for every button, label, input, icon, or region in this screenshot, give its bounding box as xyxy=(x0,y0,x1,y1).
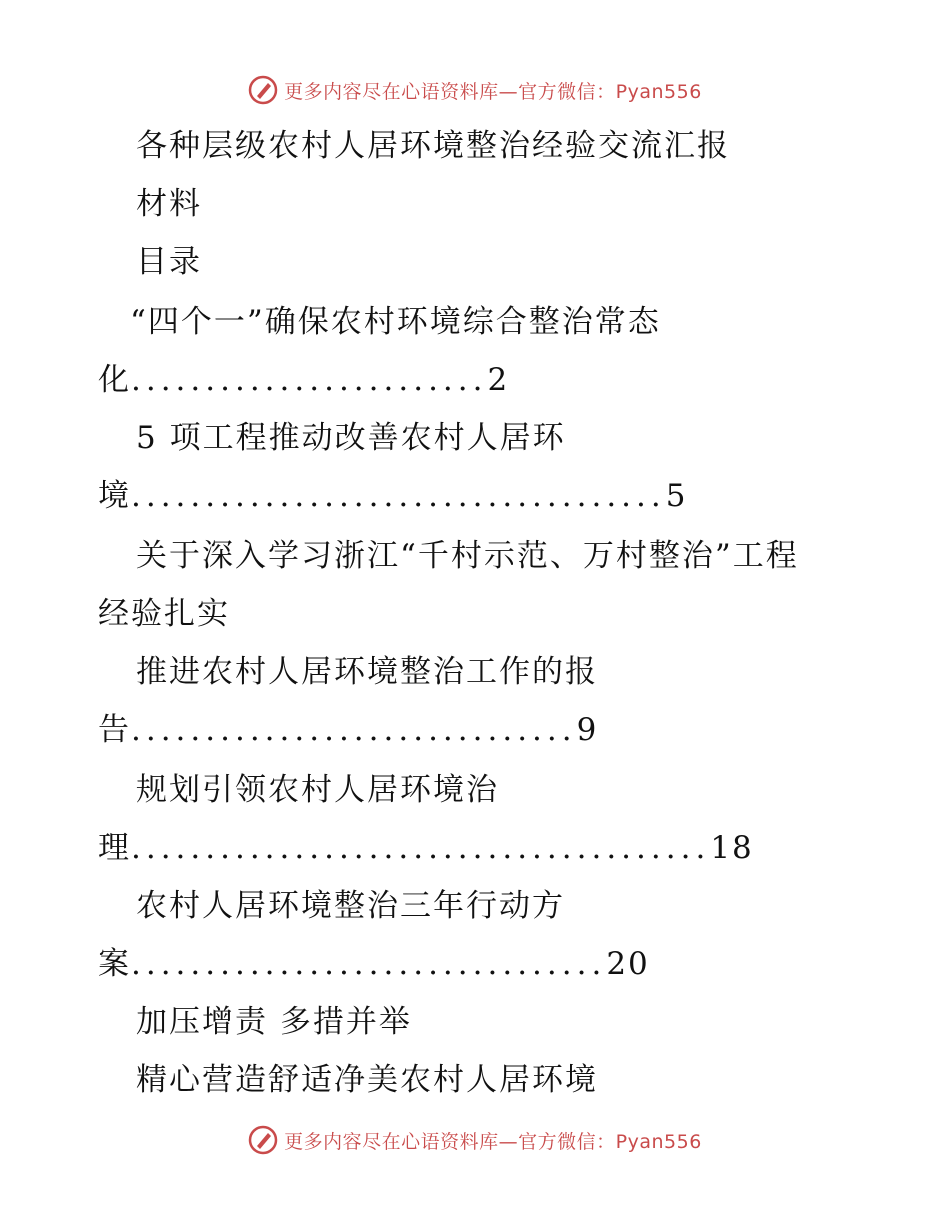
toc-entry-3-title: 关于深入学习浙江“千村示范、万村整治”工程 xyxy=(136,538,799,574)
toc-dot-leader: ....................................... xyxy=(131,830,711,866)
toc-entry-1-title: “四个一”确保农村环境综合整治常态 xyxy=(130,304,661,340)
toc-entry-5-prefix: 案 xyxy=(98,946,131,982)
toc-entry-1-leader xyxy=(98,360,509,400)
toc-dot-leader: .............................. xyxy=(131,712,577,748)
pen-logo-icon xyxy=(248,1125,278,1155)
toc-entry-5-page: 20 xyxy=(606,946,650,982)
toc-entry-2-page: 5 xyxy=(665,478,688,514)
section-title-line-1: 加压增责 多措并举 xyxy=(136,1004,412,1040)
toc-heading: 目录 xyxy=(136,244,202,280)
pen-logo-icon xyxy=(248,75,278,105)
footer-watermark xyxy=(0,1120,950,1160)
toc-entry-4-leader xyxy=(98,828,754,868)
toc-entry-2-title: 5 项工程推动改善农村人居环 xyxy=(136,420,566,456)
watermark-text: 更多内容尽在心语资料库—官方微信：Pyan556 xyxy=(284,80,702,103)
toc-entry-5-title: 农村人居环境整治三年行动方 xyxy=(136,888,565,924)
toc-entry-4-page: 18 xyxy=(710,830,754,866)
watermark-text: 更多内容尽在心语资料库—官方微信：Pyan556 xyxy=(284,1130,702,1153)
header-watermark xyxy=(0,70,950,110)
section-title-line-2: 精心营造舒适净美农村人居环境 xyxy=(136,1062,598,1098)
toc-entry-5-leader xyxy=(98,944,650,984)
doc-title-line-2: 材料 xyxy=(136,186,202,222)
toc-entry-4-prefix: 理 xyxy=(98,830,131,866)
doc-title-line-1: 各种层级农村人居环境整治经验交流汇报 xyxy=(136,128,730,164)
toc-entry-3-page: 9 xyxy=(576,712,599,748)
toc-entry-4-title: 规划引领农村人居环境治 xyxy=(136,772,499,808)
toc-entry-3-title-cont: 经验扎实 xyxy=(98,596,230,632)
toc-entry-1-prefix: 化 xyxy=(98,362,131,398)
toc-dot-leader: ................................ xyxy=(131,946,607,982)
toc-entry-3-leader xyxy=(98,710,598,750)
toc-entry-2-leader xyxy=(98,476,687,516)
toc-dot-leader: .................................... xyxy=(131,478,666,514)
toc-entry-1-page: 2 xyxy=(487,362,510,398)
toc-entry-3-prefix: 告 xyxy=(98,712,131,748)
toc-dot-leader: ........................ xyxy=(131,362,488,398)
toc-entry-3-title-cont-2: 推进农村人居环境整治工作的报 xyxy=(136,654,598,690)
toc-entry-2-prefix: 境 xyxy=(98,478,131,514)
